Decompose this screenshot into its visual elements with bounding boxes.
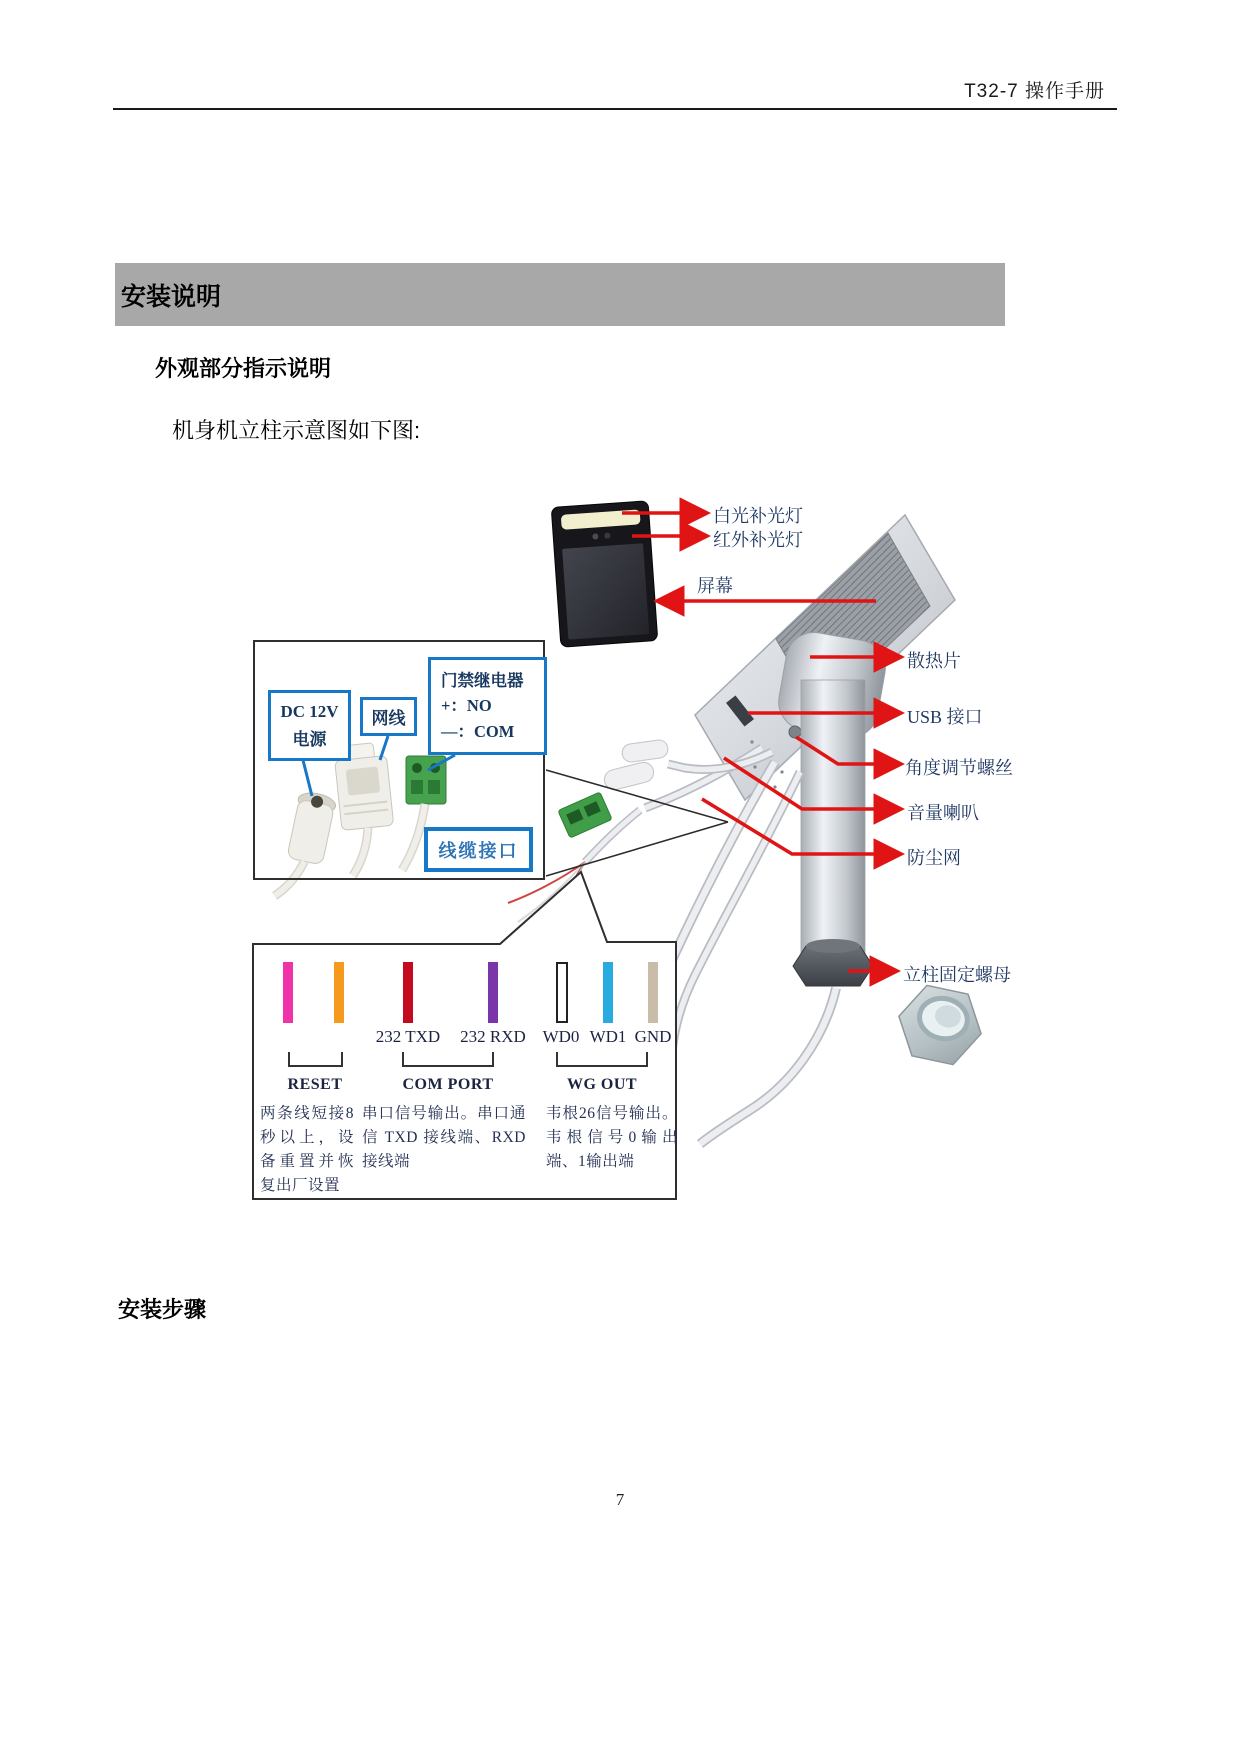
wire-label: 232 RXD bbox=[460, 1027, 526, 1046]
label-usb: USB 接口 bbox=[907, 707, 983, 727]
wire-stripe bbox=[334, 962, 344, 1023]
network-label: 网线 bbox=[371, 709, 406, 728]
desc-com-port: 串口信号输出。串口通信 TXD 接线端、RXD 接线端 bbox=[362, 1105, 526, 1171]
header-rule bbox=[113, 108, 1117, 110]
wire-stripe bbox=[283, 962, 293, 1023]
wire-stripe bbox=[403, 962, 413, 1023]
dc-power-label-box bbox=[268, 690, 351, 761]
group-label-wg-out: WG OUT bbox=[566, 1076, 638, 1093]
relay-label-box bbox=[428, 657, 547, 755]
steps-title: 安装步骤 bbox=[118, 1297, 207, 1322]
page-number: 7 bbox=[615, 1490, 625, 1509]
relay-label-line2: +：NO bbox=[441, 696, 492, 716]
bracket-reset bbox=[288, 1052, 343, 1067]
label-screen: 屏幕 bbox=[697, 576, 733, 596]
bracket-wg-out bbox=[556, 1052, 648, 1067]
device-screen bbox=[562, 543, 649, 639]
label-angle-screw: 角度调节螺丝 bbox=[905, 758, 1013, 778]
relay-label-line1: 门禁继电器 bbox=[441, 670, 524, 690]
wire-stripe bbox=[556, 962, 568, 1023]
wire-label: WD1 bbox=[589, 1027, 627, 1046]
subsection-title: 外观部分指示说明 bbox=[155, 356, 332, 381]
hex-nut bbox=[891, 981, 988, 1069]
wire-stripe bbox=[603, 962, 613, 1023]
desc-reset: 两条线短接8秒以上，设备重置并恢复出厂设置 bbox=[260, 1105, 354, 1195]
label-ir-light: 红外补光灯 bbox=[713, 530, 803, 550]
wire-stripe bbox=[488, 962, 498, 1023]
wire-stripe bbox=[648, 962, 658, 1023]
cable-port-label: 线缆接口 bbox=[438, 840, 519, 861]
section-banner bbox=[115, 263, 1005, 326]
group-label-com-port: COM PORT bbox=[402, 1076, 494, 1093]
page-header-title: T32-7 操作手册 bbox=[964, 81, 1105, 102]
label-dust-net: 防尘网 bbox=[907, 848, 961, 868]
label-white-light: 白光补光灯 bbox=[713, 506, 803, 526]
harness-green-connector bbox=[558, 792, 612, 838]
desc-wg-out: 韦根26信号输出。韦根信号0输出端、1输出端 bbox=[546, 1105, 678, 1171]
dc-power-label-line2: 电源 bbox=[292, 729, 327, 749]
label-heatsink: 散热片 bbox=[907, 651, 961, 671]
cable-port-label-box bbox=[424, 827, 533, 872]
section-banner-text: 安装说明 bbox=[121, 282, 222, 311]
wire-label: 232 TXD bbox=[375, 1027, 441, 1046]
wire-label: WD0 bbox=[542, 1027, 580, 1046]
label-speaker: 音量喇叭 bbox=[907, 803, 979, 823]
angle-screw bbox=[789, 726, 801, 738]
bracket-com-port bbox=[402, 1052, 494, 1067]
intro-text: 机身机立柱示意图如下图: bbox=[172, 418, 421, 443]
relay-label-line3: —：COM bbox=[441, 721, 515, 741]
group-label-reset: RESET bbox=[287, 1076, 343, 1093]
device-front bbox=[551, 501, 658, 647]
wire-label: GND bbox=[634, 1027, 672, 1046]
network-label-box bbox=[360, 697, 417, 736]
label-pillar-nut: 立柱固定螺母 bbox=[903, 965, 1011, 985]
dc-power-label-line1: DC 12V bbox=[280, 702, 339, 722]
